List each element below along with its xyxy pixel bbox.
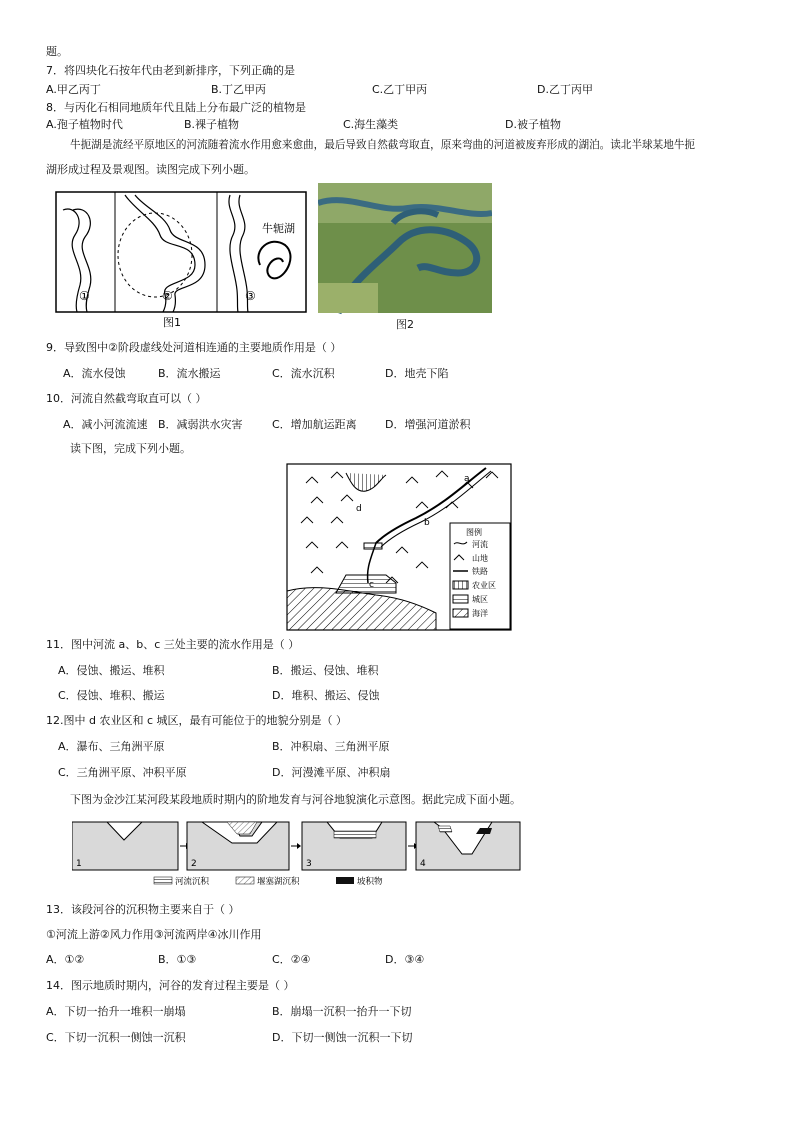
valley-evolution-diagram — [72, 818, 522, 890]
legend-city: 城区 — [472, 595, 488, 604]
question-14: 14．图示地质时期内，河谷的发育过程主要是（ ） — [46, 979, 295, 992]
option-d: D．增强河道淤积 — [385, 418, 471, 431]
option-c: C．②④ — [272, 953, 311, 966]
option-c: C．增加航运距离 — [272, 418, 357, 431]
stage-1-label: ① — [79, 289, 90, 303]
label-d: d — [356, 504, 362, 514]
option-a: A.甲乙丙丁 — [46, 83, 101, 96]
legend-mountain: 山地 — [472, 554, 488, 563]
question-13: 13．该段河谷的沉积物主要来自于（ ） — [46, 903, 240, 916]
option-a: A．侵蚀、搬运、堆积 — [58, 664, 165, 677]
river-map — [286, 463, 512, 631]
option-c: C．下切一沉积一侧蚀一沉积 — [46, 1031, 186, 1044]
option-c: C．流水沉积 — [272, 367, 335, 380]
panel-4-label: 4 — [420, 859, 426, 869]
label-c: c — [369, 580, 374, 590]
option-b: B.裸子植物 — [184, 118, 240, 131]
option-a: A．减小河流流速 — [63, 418, 148, 431]
option-d: D．③④ — [385, 953, 425, 966]
option-a: A．①② — [46, 953, 85, 966]
option-b: B．搬运、侵蚀、堆积 — [272, 664, 379, 677]
label-b: b — [424, 518, 430, 528]
lake-label: 牛轭湖 — [262, 222, 295, 235]
legend-railway: 铁路 — [472, 567, 488, 576]
question-12: 12.图中 d 农业区和 c 城区，最有可能位于的地貌分别是（ ） — [46, 714, 348, 727]
legend-river: 河流 — [472, 540, 488, 549]
question-9: 9．导致图中②阶段虚线处河道相连通的主要地质作用是（ ） — [46, 341, 342, 354]
option-d: D．下切一侧蚀一沉积一下切 — [272, 1031, 413, 1044]
question-7: 7．将四块化石按年代由老到新排序，下列正确的是 — [46, 64, 295, 77]
option-b: B．崩塌一沉积一抬升一下切 — [272, 1005, 412, 1018]
legend-river-sediment: 河流沉积 — [175, 877, 210, 887]
legend-farmland: 农业区 — [472, 581, 496, 590]
option-a: A．下切一抬升一堆积一崩塌 — [46, 1005, 186, 1018]
question-11: 11．图中河流 a、b、c 三处主要的流水作用是（ ） — [46, 638, 300, 651]
intro-paragraph: 下图为金沙江某河段某段地质时期内的阶地发育与河谷地貌演化示意图。据此完成下面小题。 — [70, 793, 521, 806]
option-d: D.乙丁丙甲 — [537, 83, 593, 96]
stage-2-label: ② — [162, 289, 173, 303]
question-10: 10．河流自然截弯取直可以（ ） — [46, 392, 207, 405]
option-c: C．侵蚀、堆积、搬运 — [58, 689, 165, 702]
intro-paragraph: 读下图，完成下列小题。 — [70, 442, 191, 455]
oxbow-photo — [318, 183, 492, 333]
option-d: D．堆积、搬运、侵蚀 — [272, 689, 380, 702]
option-d: D．地壳下陷 — [385, 367, 449, 380]
option-d: D.被子植物 — [505, 118, 561, 131]
label-a: a — [464, 474, 470, 484]
legend-ocean: 海洋 — [472, 609, 488, 618]
option-d: D．河漫滩平原、冲积扇 — [272, 766, 391, 779]
option-b: B．减弱洪水灾害 — [158, 418, 243, 431]
figure-1-caption: 图1 — [163, 316, 181, 329]
panel-1-label: 1 — [76, 859, 82, 869]
option-b: B．冲积扇、三角洲平原 — [272, 740, 390, 753]
option-a: A．流水侵蚀 — [63, 367, 126, 380]
text-line: 题。 — [46, 45, 68, 58]
option-b: B.丁乙甲丙 — [211, 83, 267, 96]
legend-lake-sediment: 堰塞湖沉积 — [257, 877, 300, 887]
option-c: C.乙丁甲丙 — [372, 83, 428, 96]
intro-paragraph-cont: 湖形成过程及景观图。读图完成下列小题。 — [46, 163, 255, 176]
stage-3-label: ③ — [245, 289, 256, 303]
panel-3-label: 3 — [306, 859, 312, 869]
oxbow-diagram — [55, 190, 308, 330]
question-8: 8．与丙化石相同地质年代且陆上分布最广泛的植物是 — [46, 101, 306, 114]
option-b: B．①③ — [158, 953, 197, 966]
option-b: B．流水搬运 — [158, 367, 221, 380]
intro-paragraph: 牛扼湖是流经平原地区的河流随着流水作用愈来愈曲，最后导致自然截弯取直，原来弯曲的河道被废弃形成的湖泊。读北半球某地牛扼 — [70, 139, 696, 151]
panel-2-label: 2 — [191, 859, 197, 869]
option-c: C．三角洲平原、冲积平原 — [58, 766, 187, 779]
figure-2-caption: 图2 — [396, 318, 414, 331]
legend-title: 图例 — [466, 528, 482, 537]
option-c: C.海生藻类 — [343, 118, 399, 131]
option-a: A．瀑布、三角洲平原 — [58, 740, 165, 753]
legend-slope-deposit: 坡积物 — [357, 877, 383, 887]
question-13-statements: ①河流上游②风力作用③河流两岸④冰川作用 — [46, 928, 262, 941]
option-a: A.孢子植物时代 — [46, 118, 123, 131]
